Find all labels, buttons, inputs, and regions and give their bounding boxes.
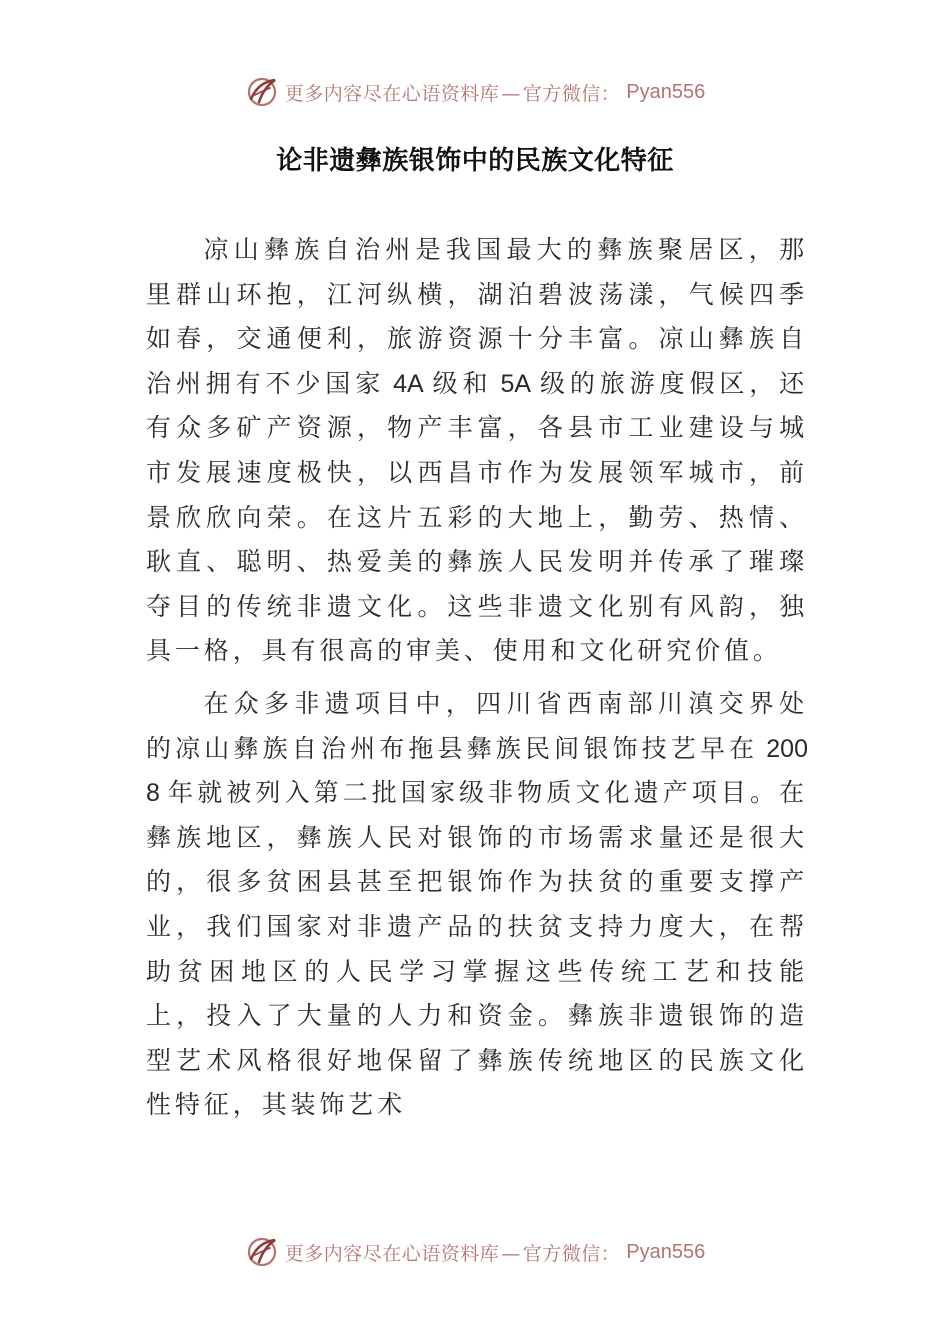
footer-wechat-label: 官方微信： — [522, 1242, 621, 1265]
header-wechat-handle: Pyan556 — [626, 80, 706, 103]
header-site-name: 更多内容尽在心语资料库 — [284, 82, 500, 105]
paragraph-2-text-b: 年就被列入第二批国家级非物质文化遗产项目。在彝族地区，彝族人民对银饰的市场需求量还是很大的，很多贫困县甚至把银饰作为扶贫的重要支撑产业，我们国家对非遗产品的扶贫支持力度大，在帮助贫困地区的人民学习掌握这些传统工艺和技能上，投入了大量的人力和资金。彝族非遗银饰的造型艺术风格很好地保留了彝族传统地区的民族文化性特征，其装饰艺术 — [146, 778, 808, 1120]
header-dash: — — [501, 82, 521, 105]
paragraph-2-text-a: 在众多非遗项目中，四川省西南部川滇交界处的凉山彝族自治州布拖县彝族民间银饰技艺早在 — [146, 688, 808, 763]
header-wechat-label: 官方微信： — [522, 82, 621, 105]
header-banner-text — [285, 79, 621, 106]
footer-wechat-handle: Pyan556 — [626, 1240, 706, 1263]
feather-swirl-logo-icon — [245, 1235, 279, 1269]
paragraph-1-text-b: 级和 — [431, 368, 493, 398]
paragraph-1-text-c: 级的旅游度假区，还有众多矿产资源，物产丰富，各县市工业建设与城市发展速度极快，以西昌市作为发展领军城市，前景欣欣向荣。在这片五彩的大地上，勤劳、热情、耿直、聪明、热爱美的彝族人民发明并传承了璀璨夺目的传统非遗文化。这些非遗文化别有风韵，独具一格，具有很高的审美、使用和文化研究价值。 — [146, 368, 808, 666]
paragraph-1-number-5a: 5A — [500, 369, 532, 398]
header-banner — [0, 72, 950, 112]
footer-dash: — — [501, 1242, 521, 1265]
feather-swirl-logo-icon — [245, 75, 279, 109]
footer-banner-text — [285, 1239, 621, 1266]
document-body — [146, 228, 808, 1136]
paragraph-2 — [146, 682, 808, 1128]
paragraph-1 — [146, 228, 808, 674]
document-title: 论非遗彝族银饰中的民族文化特征 — [276, 146, 674, 176]
paragraph-1-number-4a: 4A — [393, 369, 424, 398]
paragraph-1-text-a: 凉山彝族自治州是我国最大的彝族聚居区，那里群山环抱，江河纵横，湖泊碧波荡漾，气候四季如春，交通便利，旅游资源十分丰富。凉山彝族自治州拥有不少国家 — [146, 235, 808, 398]
footer-banner — [0, 1232, 950, 1272]
paragraph-2-number-year: 2008 — [146, 734, 808, 808]
footer-site-name: 更多内容尽在心语资料库 — [284, 1242, 500, 1265]
